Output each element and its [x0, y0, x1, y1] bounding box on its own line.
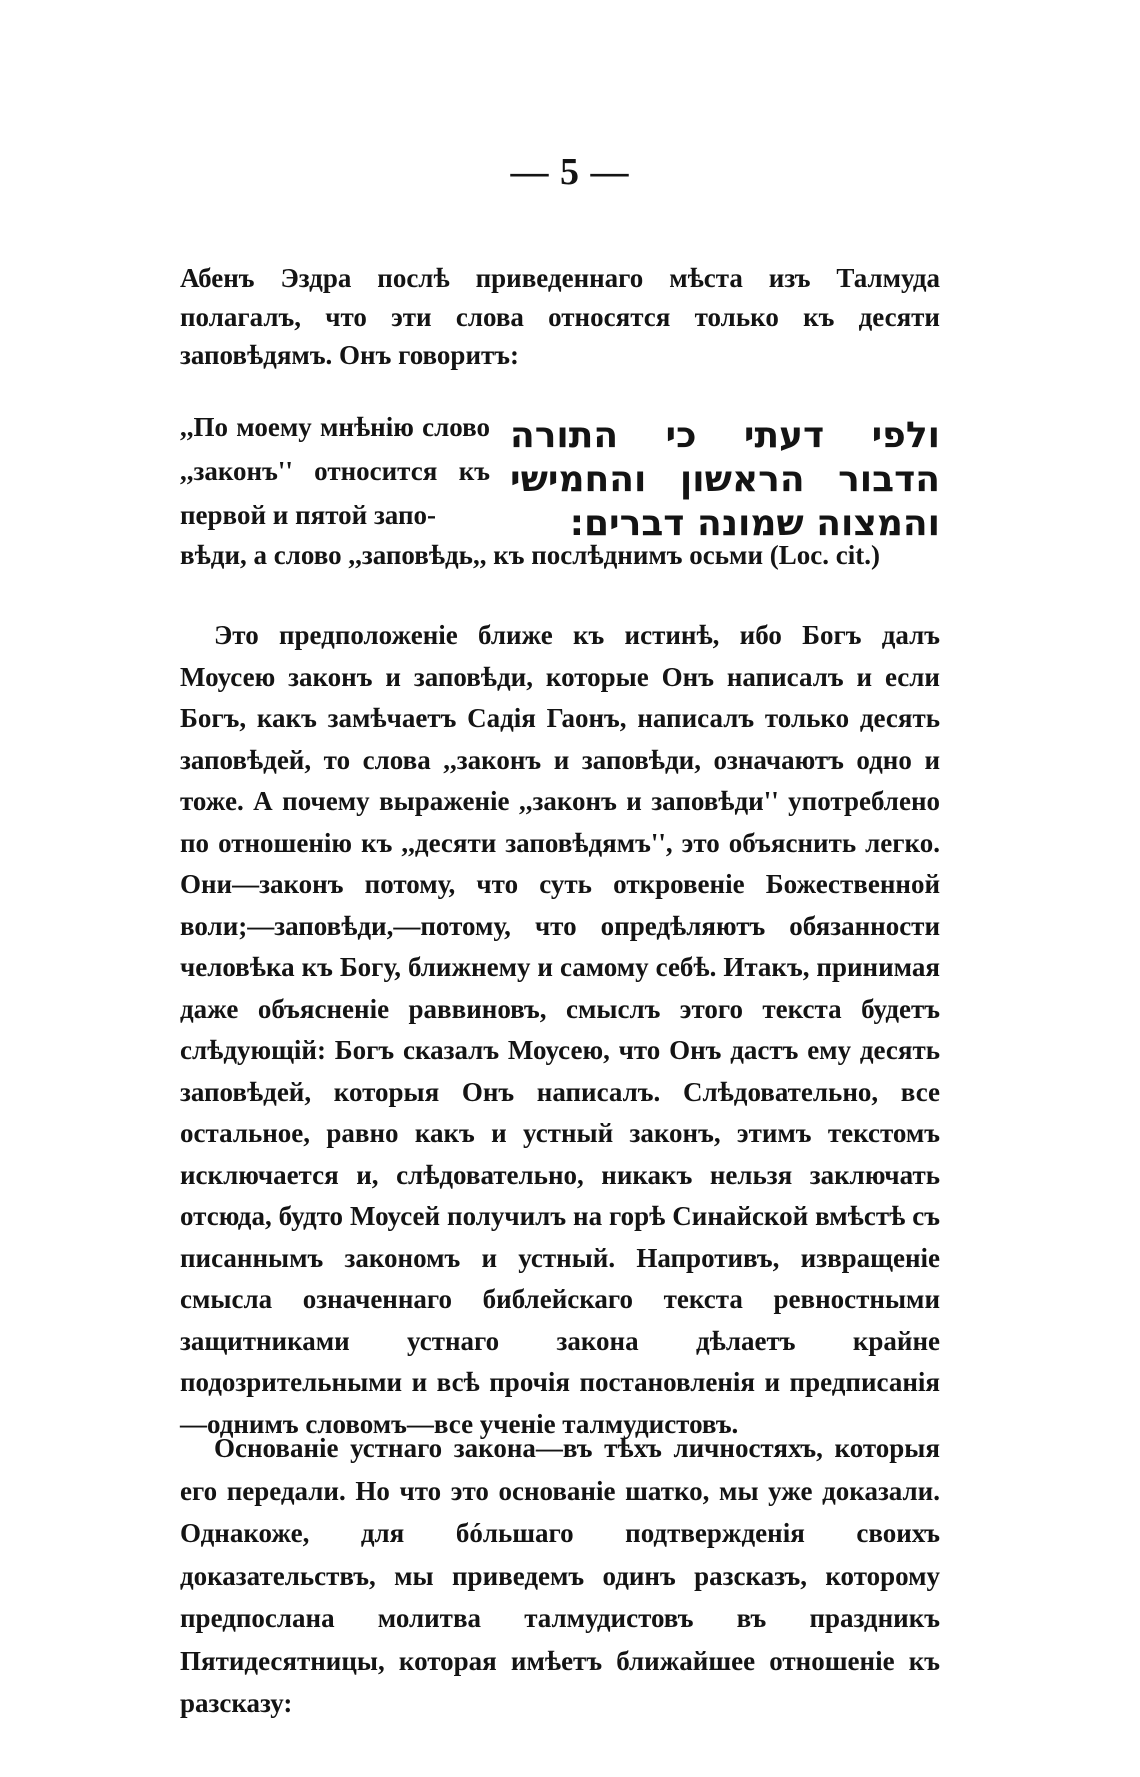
quotation-russian: ,,По моему мнѣнію слово ,,законъ'' относится къ первой и пятой запо-	[180, 412, 490, 530]
page-number: — 5 —	[510, 151, 630, 193]
quotation-hebrew: ולפי דעתי כי התורה הדבור הראשון והחמישי והמצוה שמונה דברים:	[510, 415, 940, 544]
quotation-final-line: вѣди, а слово ,,заповѣдь,, къ послѣднимъ осьми (Loc. cit.)	[180, 540, 880, 570]
body-paragraph-2: Основаніе устнаго закона—въ тѣхъ личностяхъ, которыя его передали. Но что это основаніе шатко, мы уже доказали. Однакоже, для бóльшаго подтвержденія своихъ доказательствъ, мы приведемъ одинъ разсказъ, которому предпослана молитва талмудистовъ въ праздникъ Пятидесятницы, которая имѣетъ ближайшее отношеніе къ разсказу:	[180, 1433, 940, 1718]
body-paragraph-1: Это предположеніе ближе къ истинѣ, ибо Богъ далъ Моусею законъ и заповѣди, которые Онъ написалъ и если Богъ, какъ замѣчаетъ Садія Гаонъ, написалъ только десять заповѣдей, то слова ,,законъ и заповѣди, означаютъ одно и тоже. А почему выраженіе ,,законъ и заповѣди'' употреблено по отношенію къ ,,десяти заповѣдямъ'', это объяснить легко. Они—законъ потому, что суть откровеніе Божественной воли;—заповѣди,—потому, что опредѣляютъ обязанности человѣка къ Богу, ближнему и самому себѣ. Итакъ, принимая даже объясненіе раввиновъ, смыслъ этого текста будетъ слѣдующій: Богъ сказалъ Моусею, что Онъ дастъ ему десять заповѣдей, которыя Онъ написалъ. Слѣдовательно, все остальное, равно какъ и устный законъ, этимъ текстомъ исключается и, слѣдовательно, никакъ нельзя заключать отсюда, будто Моусей получилъ на горѣ Синайской вмѣстѣ съ писаннымъ закономъ и устный. Напротивъ, извращеніе смысла означеннаго библейскаго текста ревностными защитниками устнаго закона дѣлаетъ крайне подозрительными и всѣ прочія постановленія и предписанія—однимъ словомъ—все ученіе талмудистовъ.	[180, 620, 940, 1439]
intro-paragraph: Абенъ Эздра послѣ приведеннаго мѣста изъ Талмуда полагалъ, что эти слова относятся только къ десяти заповѣдямъ. Онъ говоритъ:	[180, 263, 940, 370]
quotation-block	[180, 378, 940, 544]
